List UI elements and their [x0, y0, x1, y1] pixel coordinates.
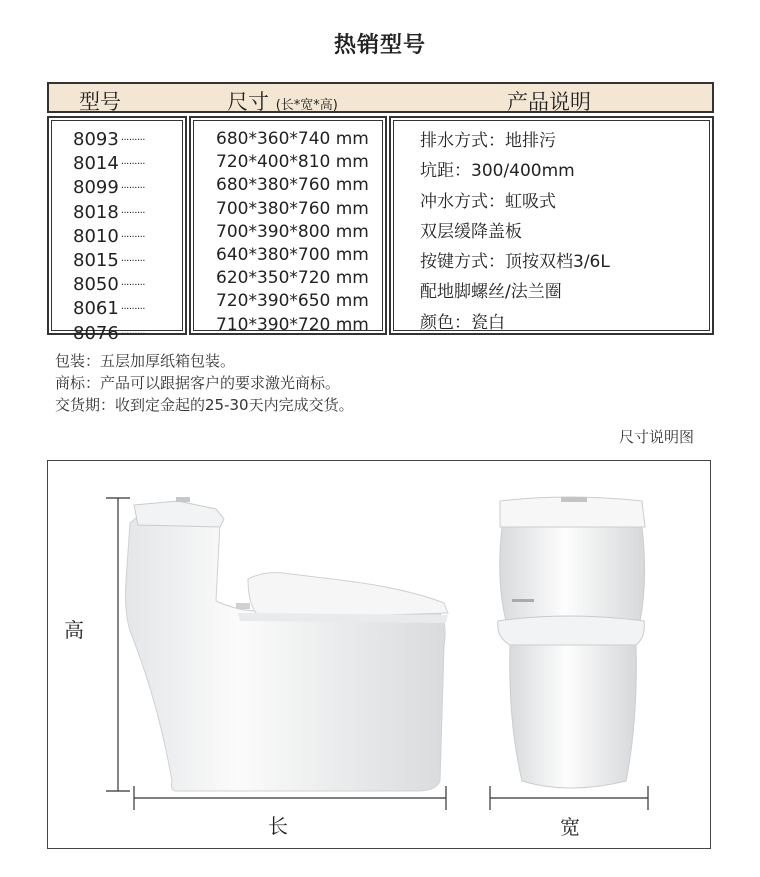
- notes: [55, 350, 354, 416]
- table-header: [47, 82, 714, 113]
- leader-dots: ·········: [120, 328, 145, 340]
- model-number: 8015: [73, 250, 119, 272]
- page-title: 热销型号: [333, 33, 426, 58]
- size-list: [216, 128, 369, 337]
- description-column-inner: [393, 120, 710, 331]
- toilet-illustration: [48, 461, 710, 848]
- toilet-front-view: [498, 497, 645, 788]
- size-item: 710*390*720 mm: [216, 314, 369, 335]
- size-item: 640*380*700 mm: [216, 245, 369, 266]
- leader-dots: ·········: [120, 256, 145, 268]
- model-number: 8050: [73, 274, 119, 296]
- leader-dots: ·········: [120, 231, 145, 243]
- description-item: 坑距：300/400mm: [420, 161, 575, 182]
- model-column-inner: [51, 120, 183, 344]
- size-item: 620*350*720 mm: [216, 268, 369, 289]
- toilet-side-view: [126, 497, 449, 791]
- description-column: [389, 116, 714, 335]
- model-item: [73, 201, 145, 225]
- model-item: [73, 249, 145, 273]
- description-item: 配地脚螺丝/法兰圈: [420, 282, 562, 303]
- note-delivery: 交货期：收到定金起的25-30天内完成交货。: [55, 396, 354, 414]
- model-item: [73, 297, 145, 321]
- size-column: [189, 116, 387, 335]
- header-size-label: 尺寸: [227, 90, 269, 114]
- model-item: [73, 152, 145, 176]
- size-column-inner: [193, 120, 383, 335]
- dimension-diagram: [47, 460, 711, 849]
- model-item: [73, 128, 145, 152]
- description-item: 按键方式：顶按双档3/6L: [420, 252, 610, 273]
- model-item: [73, 322, 145, 346]
- model-item: [73, 225, 145, 249]
- model-item: [73, 273, 145, 297]
- model-column: [47, 116, 187, 344]
- leader-dots: ·········: [120, 183, 145, 195]
- width-dimension-line: [490, 786, 648, 810]
- description-item: 颜色：瓷白: [420, 312, 505, 333]
- model-number: 8061: [73, 298, 119, 320]
- height-label: 高: [64, 618, 84, 642]
- description-item: 冲水方式：虹吸式: [420, 191, 556, 212]
- model-list: [73, 128, 145, 346]
- description-item: 排水方式：地排污: [420, 131, 556, 151]
- model-number: 8099: [73, 177, 119, 199]
- leader-dots: ·········: [120, 135, 145, 146]
- size-item: 680*380*760 mm: [216, 175, 369, 196]
- description-list: [420, 126, 610, 338]
- header-size-note: (长*宽*高): [275, 98, 338, 113]
- leader-dots: ·········: [120, 304, 145, 316]
- model-number: 8010: [73, 225, 119, 247]
- model-item: [73, 176, 145, 200]
- description-item: 双层缓降盖板: [420, 221, 522, 242]
- size-item: 720*400*810 mm: [216, 152, 369, 173]
- model-number: 8093: [73, 129, 119, 150]
- header-description: 产品说明: [507, 90, 591, 114]
- header-model: 型号: [79, 90, 121, 114]
- diagram-caption: 尺寸说明图: [619, 428, 695, 446]
- model-number: 8014: [73, 153, 119, 175]
- length-label: 长: [268, 814, 288, 838]
- size-item: 700*390*800 mm: [216, 221, 369, 242]
- leader-dots: ·········: [120, 207, 145, 219]
- size-item: 720*390*650 mm: [216, 291, 369, 312]
- size-item: 680*360*740 mm: [216, 129, 369, 149]
- note-packaging: 包装：五层加厚纸箱包装。: [55, 352, 236, 370]
- height-dimension-line: [106, 498, 130, 791]
- width-label: 宽: [560, 815, 580, 839]
- leader-dots: ·········: [120, 159, 145, 171]
- header-size: [227, 86, 338, 116]
- model-number: 8076: [73, 322, 119, 344]
- size-item: 700*380*760 mm: [216, 198, 369, 219]
- leader-dots: ·········: [120, 280, 145, 292]
- model-number: 8018: [73, 201, 119, 223]
- note-trademark: 商标：产品可以跟据客户的要求激光商标。: [55, 374, 341, 392]
